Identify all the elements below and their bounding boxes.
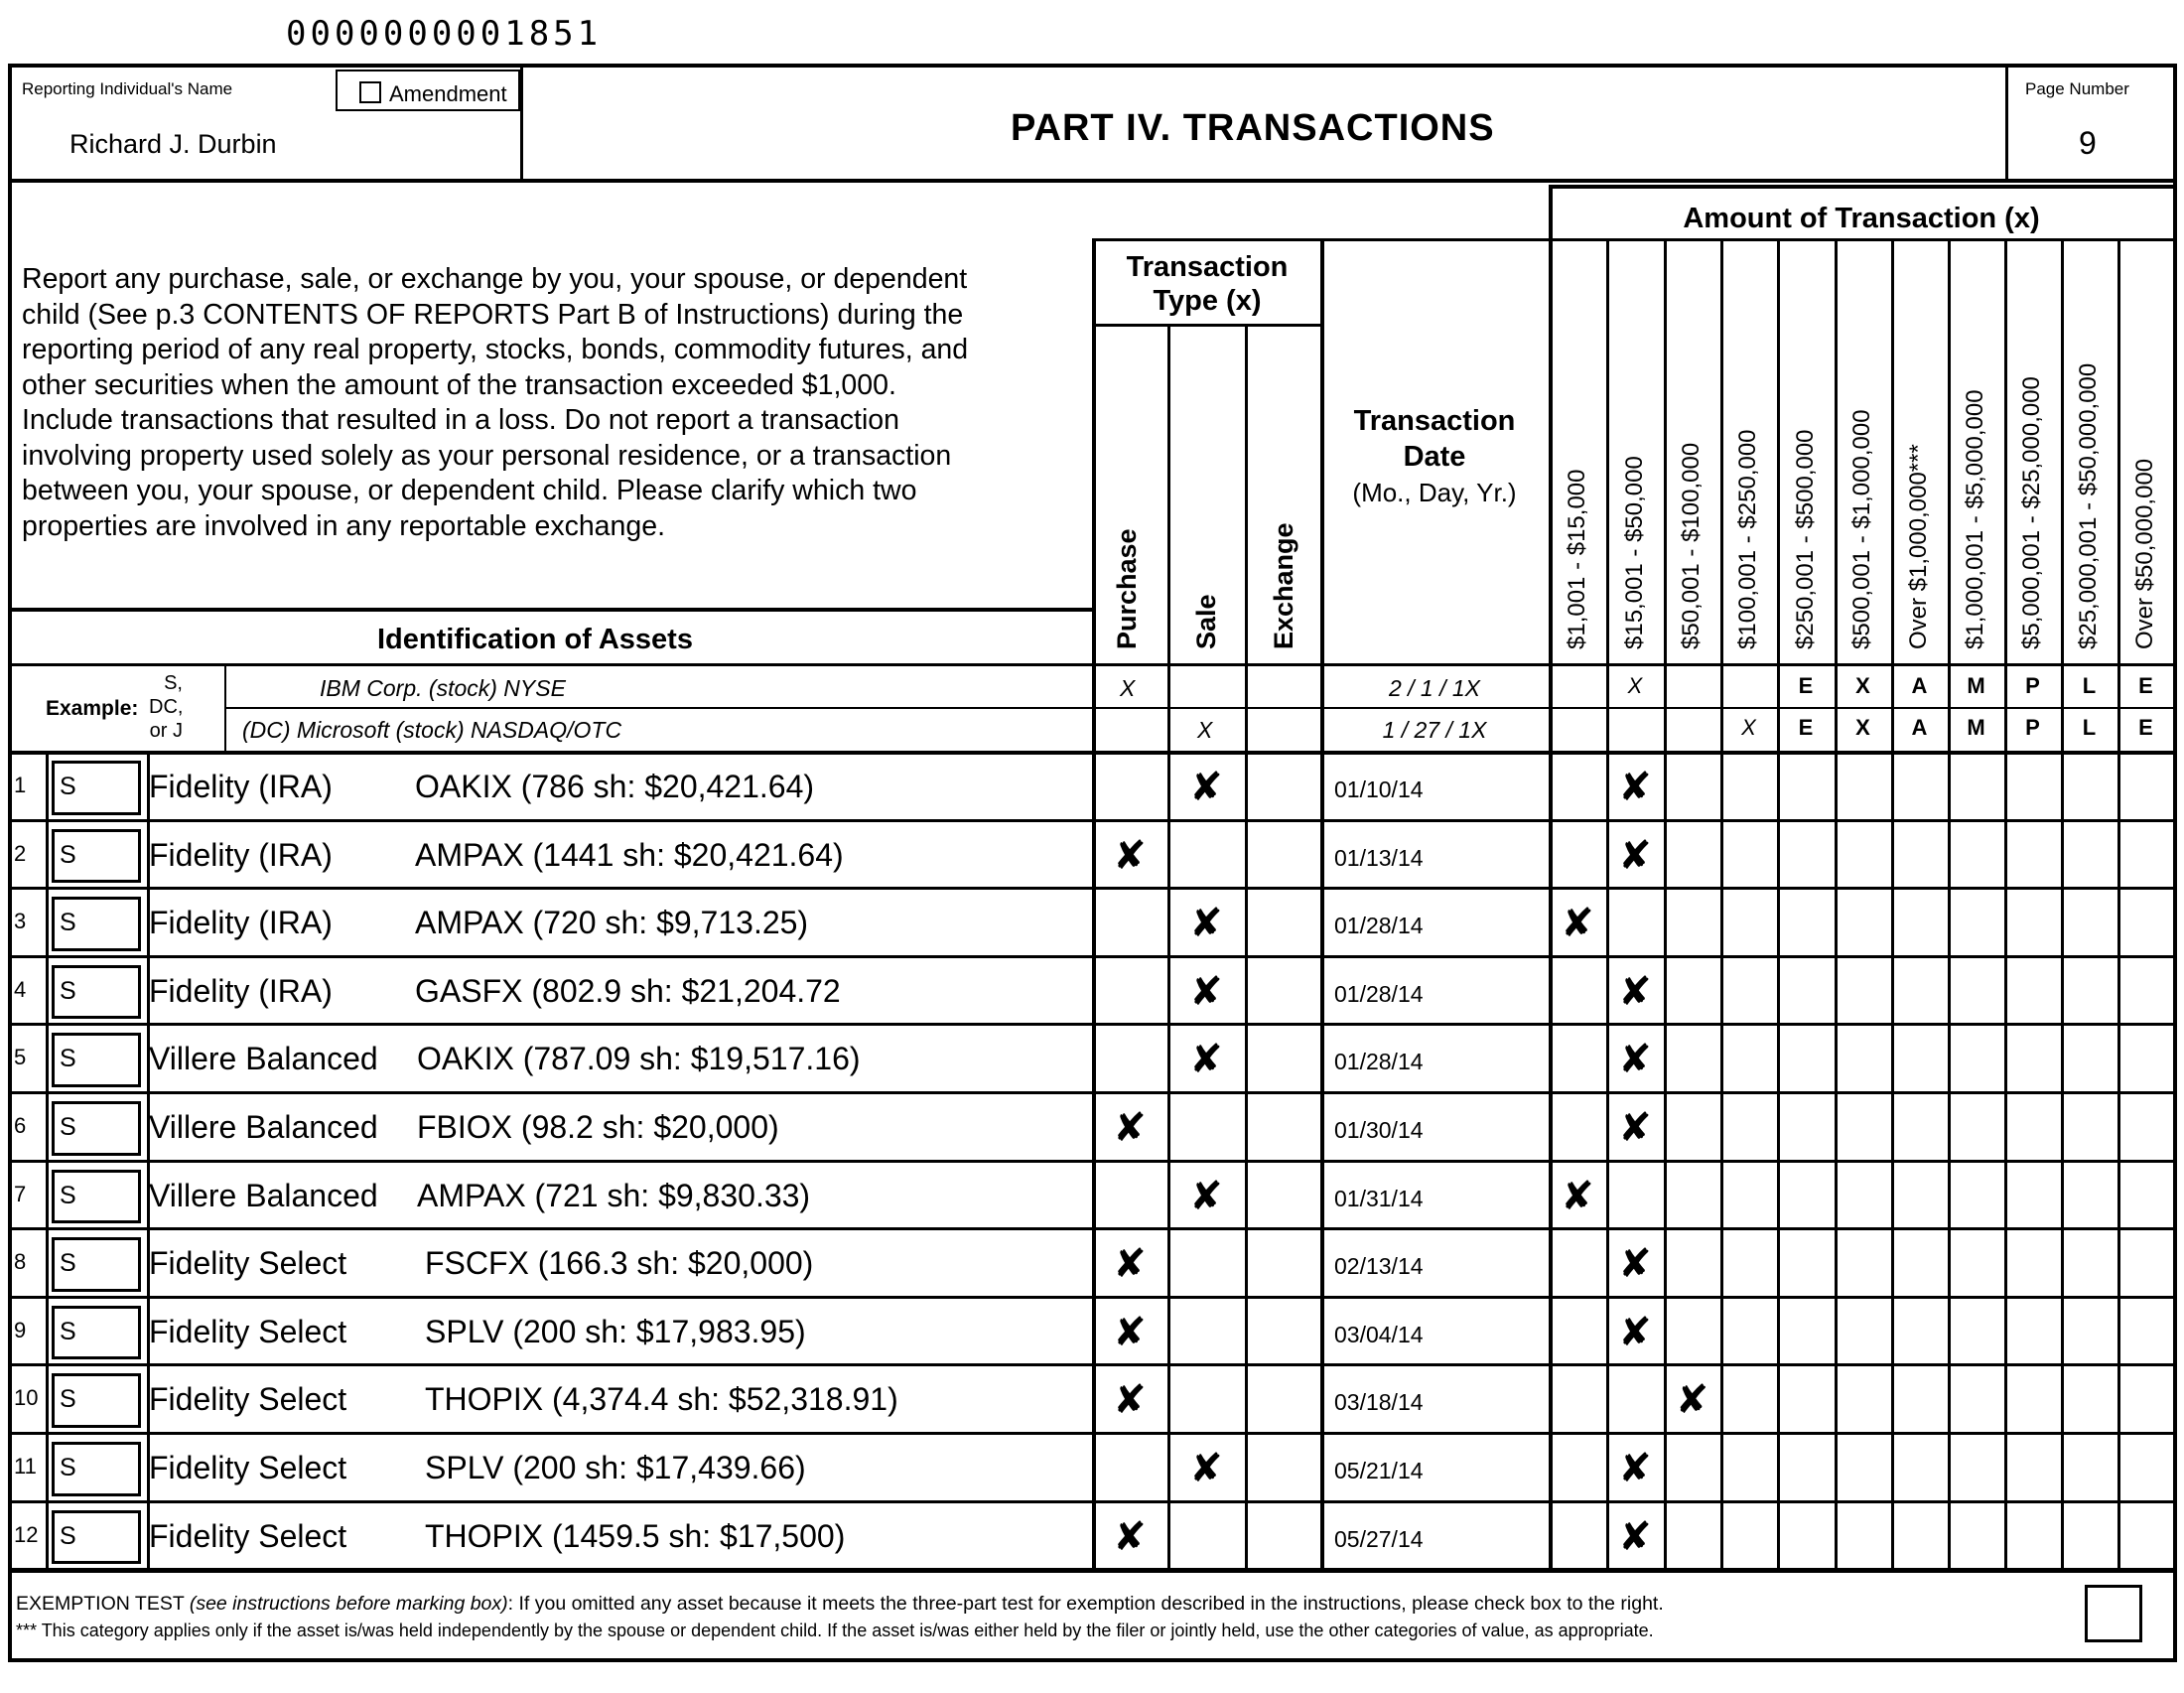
transaction-type-mark: ✘: [1113, 1310, 1147, 1355]
owner-code: S: [60, 1113, 76, 1141]
row-number: 5: [14, 1045, 27, 1069]
amendment-label: Amendment: [389, 81, 507, 106]
transaction-type-mark: ✘: [1189, 1174, 1223, 1219]
asset-account: Fidelity Select: [149, 1314, 347, 1349]
amount-mark: ✘: [1618, 1310, 1652, 1355]
example-date-1: 2 / 1 / 1X: [1388, 675, 1481, 701]
page-title: PART IV. TRANSACTIONS: [1011, 107, 1495, 149]
amount-mark: ✘: [1618, 1105, 1652, 1151]
footnote: *** This category applies only if the asset is/was held independently by the spouse or dependent child. If the asset is/was either held by the filer or jointly held, use the other categories of value, as appropriate.: [16, 1621, 1654, 1640]
amount-col-1: $1,001 - $15,000: [1564, 469, 1590, 649]
transaction-type-mark: ✘: [1113, 1241, 1147, 1287]
transaction-date: 01/28/14: [1334, 913, 1424, 938]
example-label: Example:: [46, 697, 139, 720]
owner-code: S: [60, 1045, 76, 1072]
amount-col-11: Over $50,000,000: [2131, 458, 2158, 649]
asset-detail: THOPIX (4,374.4 sh: $52,318.91): [425, 1381, 898, 1417]
example-date-2: 1 / 27 / 1X: [1382, 717, 1487, 743]
amount-col-4: $100,001 - $250,000: [1734, 429, 1761, 649]
exemption-checkbox[interactable]: [2085, 1585, 2142, 1642]
asset-detail: SPLV (200 sh: $17,983.95): [425, 1314, 806, 1349]
owner-code: S: [60, 1454, 76, 1481]
owner-code: S: [60, 773, 76, 800]
example-amount-mark: M: [1967, 715, 1985, 740]
transaction-type-mark: ✘: [1189, 1446, 1223, 1491]
asset-account: Fidelity Select: [149, 1245, 347, 1281]
example-amount-mark: L: [2082, 715, 2097, 740]
amount-mark: ✘: [1618, 1514, 1652, 1560]
row-number: 1: [14, 773, 27, 797]
asset-account: Fidelity Select: [149, 1450, 347, 1485]
amount-col-8: $1,000,001 - $5,000,000: [1962, 389, 1988, 649]
identification-header: Identification of Assets: [377, 624, 693, 655]
example-amount-mark: L: [2082, 673, 2097, 698]
asset-account: Fidelity (IRA): [149, 905, 333, 940]
row-number: 9: [14, 1318, 27, 1342]
transaction-date: 01/13/14: [1334, 845, 1424, 871]
column-divider: [46, 753, 49, 1569]
asset-detail: AMPAX (1441 sh: $20,421.64): [415, 837, 844, 873]
amount-mark: ✘: [1618, 1446, 1652, 1491]
owner-code: S: [60, 909, 76, 936]
row-number: 10: [14, 1385, 39, 1410]
example-asset-1: IBM Corp. (stock) NYSE: [320, 675, 566, 701]
example-amount-mark: E: [2138, 715, 2153, 740]
amount-header: Amount of Transaction (x): [1683, 203, 2040, 234]
example-amount-mark: X: [1627, 673, 1643, 698]
transaction-type-mark: ✘: [1189, 901, 1223, 946]
asset-detail: AMPAX (720 sh: $9,713.25): [415, 905, 809, 940]
amount-mark: ✘: [1561, 1174, 1594, 1219]
row-number: 4: [14, 977, 27, 1002]
example-amount-mark: X: [1855, 673, 1870, 698]
asset-detail: THOPIX (1459.5 sh: $17,500): [425, 1518, 846, 1554]
transaction-type-mark: ✘: [1189, 969, 1223, 1015]
row-number: 7: [14, 1182, 27, 1206]
transaction-type-mark: ✘: [1189, 765, 1223, 810]
column-divider: [147, 753, 150, 1569]
asset-detail: FSCFX (166.3 sh: $20,000): [425, 1245, 814, 1281]
transaction-date: 01/28/14: [1334, 981, 1424, 1007]
transaction-date: 01/10/14: [1334, 776, 1424, 802]
transaction-date: 01/30/14: [1334, 1117, 1424, 1143]
example-amount-mark: X: [1741, 715, 1756, 740]
asset-account: Villere Balanced: [149, 1178, 378, 1213]
sale-header: Sale: [1191, 594, 1221, 649]
row-number: 12: [14, 1522, 39, 1547]
amount-col-6: $500,001 - $1,000,000: [1848, 409, 1875, 649]
amount-mark: ✘: [1675, 1377, 1709, 1423]
serial-number: 0000000001851: [286, 14, 603, 54]
transaction-type-header: Transaction Type (x): [1126, 251, 1289, 317]
amount-col-9: $5,000,001 - $25,000,000: [2018, 376, 2045, 649]
transaction-date: 05/27/14: [1334, 1526, 1424, 1552]
owner-code: S: [60, 1385, 76, 1413]
transaction-type-mark: ✘: [1189, 1037, 1223, 1082]
example-amount-mark: E: [1798, 715, 1814, 740]
amount-mark: ✘: [1618, 969, 1652, 1015]
owner-code: S: [60, 1249, 76, 1277]
amount-mark: ✘: [1618, 1037, 1652, 1082]
asset-account: Fidelity (IRA): [149, 769, 333, 804]
transaction-type-mark: ✘: [1113, 1514, 1147, 1560]
asset-detail: OAKIX (787.09 sh: $19,517.16): [417, 1041, 861, 1076]
reporter-name-label: Reporting Individual's Name: [22, 79, 233, 98]
amount-mark: ✘: [1618, 1241, 1652, 1287]
asset-account: Fidelity Select: [149, 1381, 347, 1417]
transaction-date: 01/31/14: [1334, 1186, 1424, 1211]
amount-col-2: $15,001 - $50,000: [1621, 456, 1648, 649]
page-number: 9: [2079, 125, 2097, 161]
transaction-date: 05/21/14: [1334, 1458, 1424, 1483]
example-amount-mark: M: [1967, 673, 1985, 698]
example-amount-mark: A: [1911, 673, 1928, 698]
amendment-checkbox[interactable]: [359, 81, 381, 103]
column-divider: [1092, 753, 1096, 1569]
example-amount-mark: E: [2138, 673, 2153, 698]
purchase-header: Purchase: [1112, 528, 1142, 649]
owner-code: S: [60, 841, 76, 869]
exemption-test: EXEMPTION TEST (see instructions before marking box): If you omitted any asset because it meets the three-part test for exemption described in the instructions, please check box to the right.: [16, 1593, 1664, 1615]
asset-detail: GASFX (802.9 sh: $21,204.72: [415, 973, 841, 1009]
reporter-name: Richard J. Durbin: [69, 129, 277, 159]
example-amount-mark: X: [1855, 715, 1870, 740]
amount-mark: ✘: [1618, 833, 1652, 879]
owner-code: S: [60, 977, 76, 1005]
example-amount-mark: A: [1911, 715, 1928, 740]
instructions: Report any purchase, sale, or exchange by you, your spouse, or dependent child (See p.3 CONTENTS OF REPORTS Part B of Instructions) during the reporting period of any real property, stocks, bonds, commodity futures, and other securities when the amount of the transaction exceeded $1,000. Include transactions that resulted in a loss. Do not report a transaction involving property used solely as your personal residence, or a transaction between you, your spouse, or dependent child. Please clarify which two properties are involved in any reportable exchange.: [22, 263, 969, 542]
amount-col-3: $50,001 - $100,000: [1678, 442, 1705, 649]
transaction-date-header: Transaction Date (Mo., Day, Yr.): [1352, 405, 1517, 507]
example-amount-mark: E: [1798, 673, 1814, 698]
transaction-date: 02/13/14: [1334, 1253, 1424, 1279]
amount-col-10: $25,000,001 - $50,000,000: [2075, 362, 2102, 649]
transaction-type-mark: ✘: [1113, 833, 1147, 879]
transaction-date: 01/28/14: [1334, 1049, 1424, 1074]
example-owner-codes: S, DC, or J: [149, 672, 184, 742]
example-amount-mark: P: [2025, 673, 2040, 698]
amount-mark: ✘: [1618, 765, 1652, 810]
owner-code: S: [60, 1318, 76, 1345]
example-amount-mark: P: [2025, 715, 2040, 740]
asset-account: Fidelity Select: [149, 1518, 347, 1554]
transaction-date: 03/18/14: [1334, 1389, 1424, 1415]
row-number: 2: [14, 841, 27, 866]
page-number-label: Page Number: [2025, 79, 2129, 98]
transaction-type-mark: ✘: [1113, 1105, 1147, 1151]
row-number: 11: [14, 1454, 37, 1479]
row-number: 6: [14, 1113, 27, 1138]
example-asset-2: (DC) Microsoft (stock) NASDAQ/OTC: [242, 717, 622, 743]
transaction-date: 03/04/14: [1334, 1322, 1424, 1347]
asset-account: Fidelity (IRA): [149, 837, 333, 873]
asset-account: Villere Balanced: [149, 1109, 378, 1145]
asset-detail: SPLV (200 sh: $17,439.66): [425, 1450, 806, 1485]
amount-col-5: $250,001 - $500,000: [1792, 429, 1819, 649]
asset-detail: OAKIX (786 sh: $20,421.64): [415, 769, 815, 804]
owner-code: S: [60, 1522, 76, 1550]
asset-detail: FBIOX (98.2 sh: $20,000): [417, 1109, 779, 1145]
asset-account: Fidelity (IRA): [149, 973, 333, 1009]
amount-mark: ✘: [1561, 901, 1594, 946]
amount-col-7: Over $1,000,000***: [1905, 444, 1932, 649]
row-number: 8: [14, 1249, 27, 1274]
row-number: 3: [14, 909, 27, 933]
asset-account: Villere Balanced: [149, 1041, 378, 1076]
exchange-header: Exchange: [1269, 522, 1298, 649]
asset-detail: AMPAX (721 sh: $9,830.33): [417, 1178, 811, 1213]
owner-code: S: [60, 1182, 76, 1209]
transaction-type-mark: ✘: [1113, 1377, 1147, 1423]
